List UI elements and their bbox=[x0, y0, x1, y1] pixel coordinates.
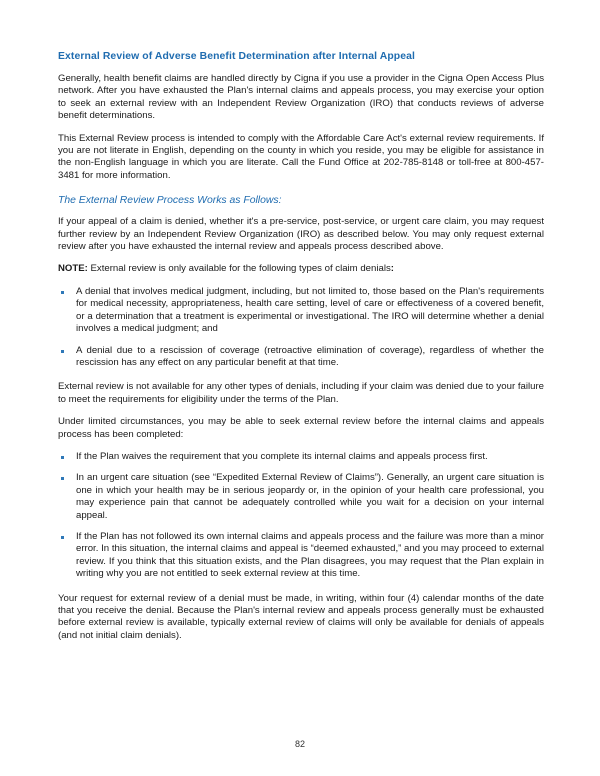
denial-types-list bbox=[58, 286, 544, 369]
list-item-text: A denial due to a rescission of coverage (retroactive elimination of coverage), regardless of whether the rescission has any effect on any particular benefit at that time. bbox=[76, 344, 544, 368]
paragraph-intro-1: Generally, health benefit claims are handled directly by Cigna if you use a provider in the Cigna Open Access Plus network. After you have exhausted the Plan's internal claims and appeals process, you may exercise your option to seek an external review with an Independent Review Organization (IRO) that conducts reviews of adverse benefit determinations. bbox=[58, 73, 544, 122]
note-colon: : bbox=[390, 263, 394, 275]
page-title: External Review of Adverse Benefit Determination after Internal Appeal bbox=[58, 51, 415, 62]
paragraph-intro-2: This External Review process is intended to comply with the Affordable Care Act's external review requirements. If you are not literate in English, depending on the county in which you reside, you may be eligible for assistance in the non-English language in which you are literate. Call the Fund Office at 202-785-8148 or toll-free at 800-457-3481 for more information. bbox=[58, 132, 544, 181]
note-label: NOTE: bbox=[58, 263, 88, 275]
paragraph-not-available: External review is not available for any other types of denials, including if your claim was denied due to your failure to meet the requirements for eligibility under the terms of the Plan. bbox=[58, 381, 544, 405]
list-item-text: In an urgent care situation (see “Expedited External Review of Claims”). Generally, an urgent care situation is one in which your health may be in serious jeopardy or, in the opinion of your health care professional, you may experience pain that cannot be adequately controlled while you wait for a decision on your internal appeal. bbox=[76, 472, 544, 521]
bullet-square-icon bbox=[61, 477, 64, 480]
bullet-square-icon bbox=[61, 456, 64, 459]
paragraph-closing: Your request for external review of a denial must be made, in writing, within four (4) calendar months of the date that you receive the denial. Because the Plan's internal review and appeals process generally must be exhausted before external review is available, typically external review of claims will only be available for denials of appeals (and not initial claim denials). bbox=[58, 592, 544, 641]
bullet-square-icon bbox=[61, 536, 64, 539]
list-item bbox=[58, 345, 544, 370]
list-item bbox=[58, 286, 544, 336]
list-item-text: If the Plan waives the requirement that you complete its internal claims and appeals process first. bbox=[76, 450, 488, 462]
document-content bbox=[58, 50, 544, 652]
bullet-square-icon bbox=[61, 350, 64, 353]
list-item-text: A denial that involves medical judgment, including, but not limited to, those based on the Plan's requirements for medical necessity, appropriateness, health care setting, level of care or effectiveness of a covered benefit, or a determination that a treatment is experimental or investigational. The IRO will determine whether a denial involves a medical judgment; and bbox=[76, 285, 544, 335]
early-review-list bbox=[58, 451, 544, 581]
paragraph-process-1: If your appeal of a claim is denied, whether it's a pre-service, post-service, or urgent care claim, you may request further review by an Independent Review Organization (IRO) as described below. You may only request external review after you have exhausted the internal review and appeals process described above. bbox=[58, 216, 544, 253]
note-text: External review is only available for the following types of claim denials bbox=[87, 263, 391, 275]
paragraph-limited-circumstances: Under limited circumstances, you may be able to seek external review before the internal claims and appeals process has been completed: bbox=[58, 416, 544, 440]
paragraph-note bbox=[58, 263, 544, 275]
list-item bbox=[58, 451, 544, 463]
list-item bbox=[58, 472, 544, 522]
section-subheading: The External Review Process Works as Follows: bbox=[58, 195, 282, 207]
list-item bbox=[58, 531, 544, 581]
list-item-text: If the Plan has not followed its own internal claims and appeals process and the failure was more than a minor error. In this situation, the internal claims and appeal is “deemed exhausted,” and you may proceed to external review. If you think that this situation exists, and the Plan disagrees, you may request that the Plan explain in writing why you are not entitled to seek external review at this time. bbox=[76, 530, 544, 580]
page-number: 82 bbox=[294, 739, 305, 749]
bullet-square-icon bbox=[61, 291, 64, 294]
